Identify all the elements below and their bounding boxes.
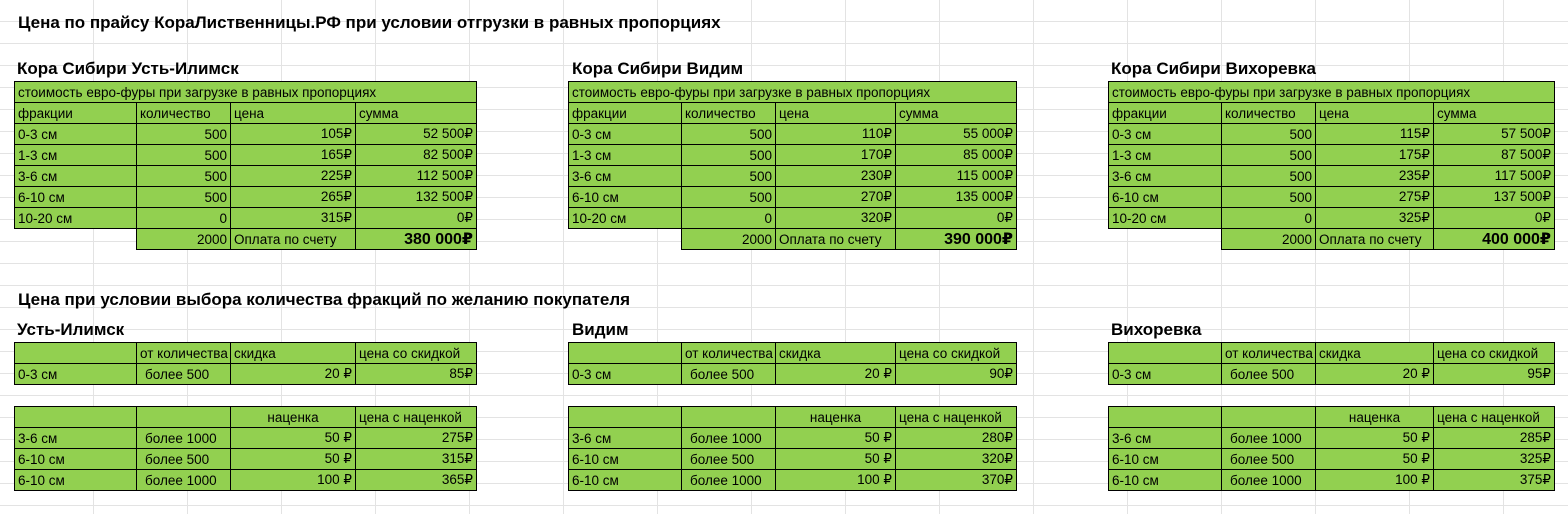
table-row — [1109, 145, 1555, 166]
header-cell[interactable]: цена — [776, 103, 896, 124]
sum-cell[interactable]: 0₽ — [356, 208, 477, 229]
price-table-caption[interactable]: стоимость евро-фуры при загрузке в равных пропорциях — [569, 82, 1017, 103]
header-cell[interactable] — [1109, 407, 1222, 428]
fraction-cell[interactable]: 3-6 см — [569, 166, 682, 187]
header-cell[interactable]: фракции — [569, 103, 682, 124]
marked-up-price-cell[interactable]: 375₽ — [1434, 470, 1555, 491]
price-table-caption[interactable]: стоимость евро-фуры при загрузке в равных пропорциях — [15, 82, 477, 103]
table-row — [1109, 124, 1555, 145]
empty-cell — [569, 229, 682, 250]
sum-cell[interactable]: 115 000₽ — [896, 166, 1017, 187]
fraction-cell[interactable]: 1-3 см — [15, 145, 137, 166]
price-cell[interactable]: 165₽ — [231, 145, 356, 166]
price-cell[interactable]: 110₽ — [776, 124, 896, 145]
table-row — [15, 364, 477, 385]
markup-cell[interactable]: 100 ₽ — [231, 470, 356, 491]
markup-table-vidim — [568, 406, 1017, 491]
price-cell[interactable]: 175₽ — [1316, 145, 1434, 166]
total-quantity-cell[interactable]: 2000 — [1222, 229, 1316, 250]
table-row — [569, 449, 1017, 470]
marked-up-price-cell[interactable]: 325₽ — [1434, 449, 1555, 470]
fraction-cell[interactable]: 0-3 см — [15, 124, 137, 145]
from-quantity-cell[interactable]: более 500 — [137, 364, 231, 385]
sum-cell[interactable]: 55 000₽ — [896, 124, 1017, 145]
marked-up-price-cell[interactable]: 280₽ — [896, 428, 1017, 449]
fraction-cell[interactable]: 3-6 см — [1109, 428, 1222, 449]
marked-up-price-cell[interactable]: 370₽ — [896, 470, 1017, 491]
header-cell[interactable]: наценка — [776, 407, 896, 428]
price-table-vidim — [568, 81, 1017, 250]
header-cell[interactable]: скидка — [776, 343, 896, 364]
fraction-cell[interactable]: 3-6 см — [1109, 166, 1222, 187]
quantity-cell[interactable]: 0 — [682, 208, 776, 229]
discount-cell[interactable]: 20 ₽ — [231, 364, 356, 385]
quantity-cell[interactable]: 500 — [137, 124, 231, 145]
total-sum-cell[interactable]: 380 000₽ — [356, 229, 477, 250]
quantity-cell[interactable]: 500 — [1222, 145, 1316, 166]
marked-up-price-cell[interactable]: 285₽ — [1434, 428, 1555, 449]
price-table-title-vikhorevka: Кора Сибири Вихоревка — [1111, 59, 1316, 78]
marked-up-price-cell[interactable]: 365₽ — [356, 470, 477, 491]
quantity-cell[interactable]: 500 — [137, 187, 231, 208]
from-quantity-cell[interactable]: более 500 — [682, 449, 776, 470]
table-row — [1109, 166, 1555, 187]
price-cell[interactable]: 320₽ — [776, 208, 896, 229]
from-quantity-cell[interactable]: более 1000 — [682, 428, 776, 449]
table-row — [15, 166, 477, 187]
header-cell[interactable] — [569, 343, 682, 364]
header-cell[interactable]: скидка — [231, 343, 356, 364]
header-cell[interactable]: цена — [1316, 103, 1434, 124]
header-cell[interactable]: фракции — [15, 103, 137, 124]
header-cell[interactable] — [15, 343, 137, 364]
quantity-cell[interactable]: 0 — [137, 208, 231, 229]
table-row — [569, 470, 1017, 491]
markup-cell[interactable]: 50 ₽ — [1316, 428, 1434, 449]
from-quantity-cell[interactable]: более 1000 — [682, 470, 776, 491]
total-label-cell[interactable]: Оплата по счету — [776, 229, 896, 250]
sum-cell[interactable]: 52 500₽ — [356, 124, 477, 145]
sum-cell[interactable]: 0₽ — [1434, 208, 1555, 229]
header-cell[interactable]: сумма — [896, 103, 1017, 124]
price-cell[interactable]: 325₽ — [1316, 208, 1434, 229]
markup-cell[interactable]: 50 ₽ — [231, 428, 356, 449]
total-label-cell[interactable]: Оплата по счету — [231, 229, 356, 250]
fraction-cell[interactable]: 0-3 см — [15, 364, 137, 385]
total-row — [1109, 229, 1555, 250]
quantity-cell[interactable]: 500 — [137, 145, 231, 166]
quantity-cell[interactable]: 500 — [682, 145, 776, 166]
table-row — [1109, 364, 1555, 385]
quantity-cell[interactable]: 0 — [1222, 208, 1316, 229]
sum-cell[interactable]: 87 500₽ — [1434, 145, 1555, 166]
table-row — [569, 166, 1017, 187]
header-cell[interactable] — [682, 407, 776, 428]
table-row — [15, 124, 477, 145]
price-cell[interactable]: 115₽ — [1316, 124, 1434, 145]
sum-cell[interactable]: 135 000₽ — [896, 187, 1017, 208]
header-cell[interactable]: сумма — [356, 103, 477, 124]
marked-up-price-cell[interactable]: 315₽ — [356, 449, 477, 470]
price-cell[interactable]: 105₽ — [231, 124, 356, 145]
from-quantity-cell[interactable]: более 500 — [1222, 364, 1316, 385]
price-cell[interactable]: 265₽ — [231, 187, 356, 208]
markup-table-vikhorevka — [1108, 406, 1555, 491]
header-cell[interactable]: скидка — [1316, 343, 1434, 364]
price-table-title-vidim: Кора Сибири Видим — [572, 59, 744, 78]
price-cell[interactable]: 225₽ — [231, 166, 356, 187]
header-cell[interactable]: от количества — [137, 343, 231, 364]
header-cell[interactable]: от количества — [682, 343, 776, 364]
header-cell[interactable]: цена с наценкой — [896, 407, 1017, 428]
fraction-cell[interactable]: 6-10 см — [569, 470, 682, 491]
table-row — [15, 428, 477, 449]
table-row — [569, 187, 1017, 208]
markup-cell[interactable]: 50 ₽ — [776, 449, 896, 470]
header-cell[interactable]: наценка — [231, 407, 356, 428]
price-cell[interactable]: 275₽ — [1316, 187, 1434, 208]
discounted-price-cell[interactable]: 85₽ — [356, 364, 477, 385]
discount-table-vikhorevka — [1108, 342, 1555, 385]
table-row — [15, 145, 477, 166]
sum-cell[interactable]: 132 500₽ — [356, 187, 477, 208]
from-quantity-cell[interactable]: более 500 — [137, 449, 231, 470]
discount-cell[interactable]: 20 ₽ — [776, 364, 896, 385]
table-row — [569, 428, 1017, 449]
fraction-cell[interactable]: 6-10 см — [1109, 470, 1222, 491]
quantity-cell[interactable]: 500 — [682, 124, 776, 145]
table-row — [569, 124, 1017, 145]
discounted-price-cell[interactable]: 95₽ — [1434, 364, 1555, 385]
from-quantity-cell[interactable]: более 1000 — [1222, 428, 1316, 449]
fraction-cell[interactable]: 0-3 см — [569, 364, 682, 385]
fraction-cell[interactable]: 6-10 см — [15, 187, 137, 208]
from-quantity-cell[interactable]: более 1000 — [137, 470, 231, 491]
fraction-cell[interactable]: 3-6 см — [15, 166, 137, 187]
markup-cell[interactable]: 50 ₽ — [776, 428, 896, 449]
discount-table-title-ust-ilimsk: Усть-Илимск — [17, 320, 125, 339]
total-sum-cell[interactable]: 390 000₽ — [896, 229, 1017, 250]
header-cell[interactable]: цена со скидкой — [356, 343, 477, 364]
fraction-cell[interactable]: 3-6 см — [15, 428, 137, 449]
total-sum-cell[interactable]: 400 000₽ — [1434, 229, 1555, 250]
table-row — [1109, 208, 1555, 229]
markup-table-ust-ilimsk — [14, 406, 477, 491]
price-cell[interactable]: 270₽ — [776, 187, 896, 208]
fraction-cell[interactable]: 6-10 см — [1109, 187, 1222, 208]
quantity-cell[interactable]: 500 — [682, 166, 776, 187]
price-table-caption[interactable]: стоимость евро-фуры при загрузке в равных пропорциях — [1109, 82, 1555, 103]
sum-cell[interactable]: 82 500₽ — [356, 145, 477, 166]
table-row — [1109, 187, 1555, 208]
fraction-cell[interactable]: 6-10 см — [569, 449, 682, 470]
discount-table-title-vikhorevka: Вихоревка — [1111, 320, 1202, 339]
fraction-cell[interactable]: 0-3 см — [569, 124, 682, 145]
discounted-price-cell[interactable]: 90₽ — [896, 364, 1017, 385]
fraction-cell[interactable]: 0-3 см — [1109, 364, 1222, 385]
table-row — [1109, 470, 1555, 491]
quantity-cell[interactable]: 500 — [1222, 187, 1316, 208]
total-quantity-cell[interactable]: 2000 — [682, 229, 776, 250]
from-quantity-cell[interactable]: более 1000 — [1222, 470, 1316, 491]
header-cell[interactable] — [15, 407, 137, 428]
marked-up-price-cell[interactable]: 320₽ — [896, 449, 1017, 470]
fraction-cell[interactable]: 1-3 см — [569, 145, 682, 166]
markup-cell[interactable]: 50 ₽ — [231, 449, 356, 470]
header-cell[interactable] — [1109, 343, 1222, 364]
markup-cell[interactable]: 50 ₽ — [1316, 449, 1434, 470]
quantity-cell[interactable]: 500 — [682, 187, 776, 208]
discount-table-ust-ilimsk — [14, 342, 477, 385]
table-row — [569, 208, 1017, 229]
table-row — [15, 470, 477, 491]
sum-cell[interactable]: 112 500₽ — [356, 166, 477, 187]
header-cell[interactable]: наценка — [1316, 407, 1434, 428]
table-row — [15, 449, 477, 470]
fraction-cell[interactable]: 0-3 см — [1109, 124, 1222, 145]
header-cell[interactable]: сумма — [1434, 103, 1555, 124]
fraction-cell[interactable]: 3-6 см — [569, 428, 682, 449]
discount-table-vidim — [568, 342, 1017, 385]
total-row — [15, 229, 477, 250]
sum-cell[interactable]: 0₽ — [896, 208, 1017, 229]
total-label-cell[interactable]: Оплата по счету — [1316, 229, 1434, 250]
fraction-cell[interactable]: 10-20 см — [569, 208, 682, 229]
discount-cell[interactable]: 20 ₽ — [1316, 364, 1434, 385]
quantity-cell[interactable]: 500 — [1222, 124, 1316, 145]
table-row — [1109, 428, 1555, 449]
total-row — [569, 229, 1017, 250]
price-cell[interactable]: 230₽ — [776, 166, 896, 187]
fraction-cell[interactable]: 6-10 см — [15, 449, 137, 470]
header-cell[interactable] — [137, 407, 231, 428]
table-row — [1109, 449, 1555, 470]
marked-up-price-cell[interactable]: 275₽ — [356, 428, 477, 449]
section-title-custom-fractions: Цена при условии выбора количества фракций по желанию покупателя — [18, 290, 631, 309]
table-row — [15, 208, 477, 229]
sum-cell[interactable]: 137 500₽ — [1434, 187, 1555, 208]
header-cell[interactable]: фракции — [1109, 103, 1222, 124]
price-table-vikhorevka — [1108, 81, 1555, 250]
header-cell[interactable] — [569, 407, 682, 428]
fraction-cell[interactable]: 6-10 см — [1109, 449, 1222, 470]
total-quantity-cell[interactable]: 2000 — [137, 229, 231, 250]
fraction-cell[interactable]: 1-3 см — [1109, 145, 1222, 166]
fraction-cell[interactable]: 6-10 см — [569, 187, 682, 208]
markup-cell[interactable]: 100 ₽ — [1316, 470, 1434, 491]
header-cell[interactable]: от количества — [1222, 343, 1316, 364]
fraction-cell[interactable]: 10-20 см — [15, 208, 137, 229]
header-cell[interactable]: цена со скидкой — [1434, 343, 1555, 364]
header-cell[interactable] — [1222, 407, 1316, 428]
header-cell[interactable]: количество — [682, 103, 776, 124]
price-table-ust-ilimsk — [14, 81, 477, 250]
header-cell[interactable]: цена с наценкой — [1434, 407, 1555, 428]
table-row — [569, 145, 1017, 166]
header-cell[interactable]: количество — [1222, 103, 1316, 124]
from-quantity-cell[interactable]: более 1000 — [137, 428, 231, 449]
fraction-cell[interactable]: 6-10 см — [15, 470, 137, 491]
markup-cell[interactable]: 100 ₽ — [776, 470, 896, 491]
sum-cell[interactable]: 57 500₽ — [1434, 124, 1555, 145]
sum-cell[interactable]: 117 500₽ — [1434, 166, 1555, 187]
empty-cell — [1109, 229, 1222, 250]
empty-cell — [15, 229, 137, 250]
fraction-cell[interactable]: 10-20 см — [1109, 208, 1222, 229]
header-cell[interactable]: цена — [231, 103, 356, 124]
quantity-cell[interactable]: 500 — [137, 166, 231, 187]
sum-cell[interactable]: 85 000₽ — [896, 145, 1017, 166]
price-cell[interactable]: 170₽ — [776, 145, 896, 166]
price-table-title-ust-ilimsk: Кора Сибири Усть-Илимск — [17, 59, 239, 78]
quantity-cell[interactable]: 500 — [1222, 166, 1316, 187]
header-cell[interactable]: цена с наценкой — [356, 407, 477, 428]
table-row — [569, 364, 1017, 385]
from-quantity-cell[interactable]: более 500 — [1222, 449, 1316, 470]
from-quantity-cell[interactable]: более 500 — [682, 364, 776, 385]
price-cell[interactable]: 235₽ — [1316, 166, 1434, 187]
page-title: Цена по прайсу КораЛиственницы.РФ при условии отгрузки в равных пропорциях — [18, 13, 721, 32]
discount-table-title-vidim: Видим — [572, 320, 629, 339]
header-cell[interactable]: количество — [137, 103, 231, 124]
price-cell[interactable]: 315₽ — [231, 208, 356, 229]
table-row — [15, 187, 477, 208]
header-cell[interactable]: цена со скидкой — [896, 343, 1017, 364]
